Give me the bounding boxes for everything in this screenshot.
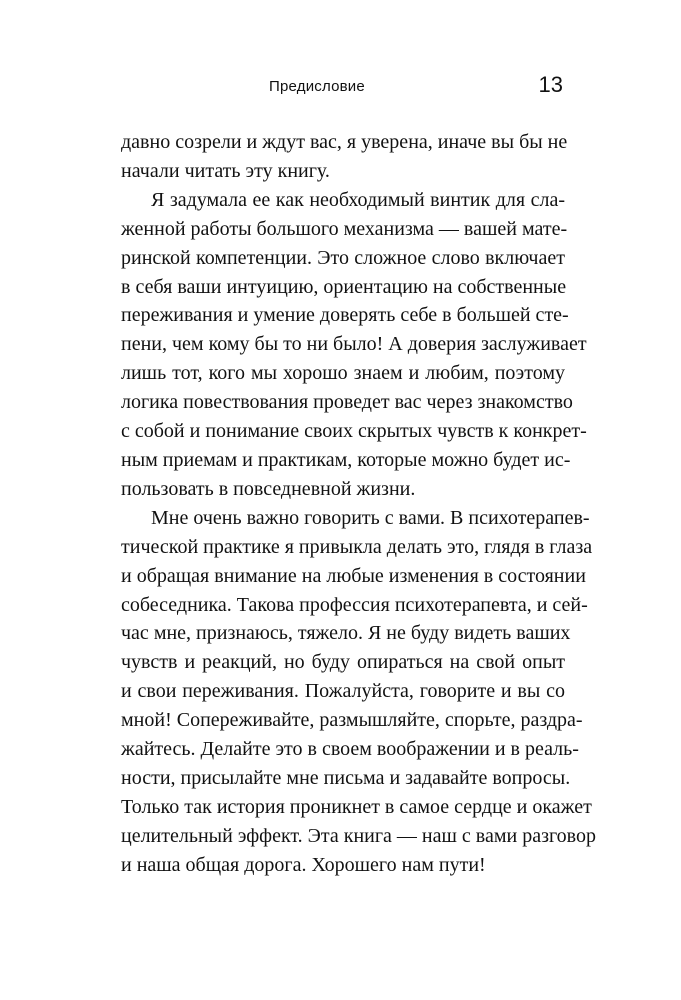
text-line: Я задумала ее как необходимый винтик для сла- bbox=[151, 188, 565, 211]
text-line: переживания и умение доверять себе в большей сте- bbox=[121, 304, 569, 327]
paragraph-1 bbox=[121, 128, 568, 186]
body-text bbox=[121, 128, 596, 880]
text-line: и обращая внимание на любые изменения в состоянии bbox=[121, 564, 586, 587]
text-line: пользовать в повседневной жизни. bbox=[121, 477, 416, 500]
text-line: и наша общая дорога. Хорошего нам пути! bbox=[121, 853, 486, 876]
text-line: Только так история проникнет в самое сердце и окажет bbox=[121, 795, 592, 818]
text-line: чувств и реакций, но буду опираться на свой опыт bbox=[121, 651, 565, 674]
text-line: в себя ваши интуицию, ориентацию на собственные bbox=[121, 275, 567, 298]
text-line: давно созрели и ждут вас, я уверена, иначе вы бы не bbox=[121, 131, 568, 153]
text-line: ности, присылайте мне письма и задавайте вопросы. bbox=[121, 766, 571, 789]
text-line: мной! Сопереживайте, размышляйте, спорьте, раздра- bbox=[121, 709, 583, 732]
text-line: женной работы большого механизма — вашей мате- bbox=[121, 217, 568, 240]
text-line: тической практике я привыкла делать это, глядя в глаза bbox=[121, 535, 593, 558]
text-line: собеседника. Такова профессия психотерапевта, и сей- bbox=[121, 593, 588, 616]
running-head-title: Предисловие bbox=[269, 78, 365, 95]
text-line: с собой и понимание своих скрытых чувств к конкрет- bbox=[121, 420, 587, 443]
text-line: час мне, признаюсь, тяжело. Я не буду видеть ваших bbox=[121, 622, 571, 645]
text-line: логика повествования проведет вас через знакомство bbox=[121, 391, 573, 414]
text-line: Мне очень важно говорить с вами. В психотерапев- bbox=[151, 506, 590, 529]
text-line: целительный эффект. Эта книга — наш с вами разговор bbox=[121, 824, 596, 847]
text-line: ным приемам и практикам, которые можно будет ис- bbox=[121, 448, 571, 471]
text-line: начали читать эту книгу. bbox=[121, 159, 330, 182]
text-line: лишь тот, кого мы хорошо знаем и любим, поэтому bbox=[121, 362, 565, 385]
text-line: жайтесь. Делайте это в своем воображении и в реаль- bbox=[121, 738, 579, 761]
text-line: пени, чем кому бы то ни было! А доверия заслуживает bbox=[121, 333, 587, 356]
text-line: ринской компетенции. Это сложное слово включает bbox=[121, 246, 565, 269]
paragraph-3 bbox=[121, 504, 596, 880]
paragraph-2 bbox=[121, 186, 587, 504]
text-line: и свои переживания. Пожалуйста, говорите и вы со bbox=[121, 680, 565, 703]
page-number: 13 bbox=[538, 72, 563, 97]
